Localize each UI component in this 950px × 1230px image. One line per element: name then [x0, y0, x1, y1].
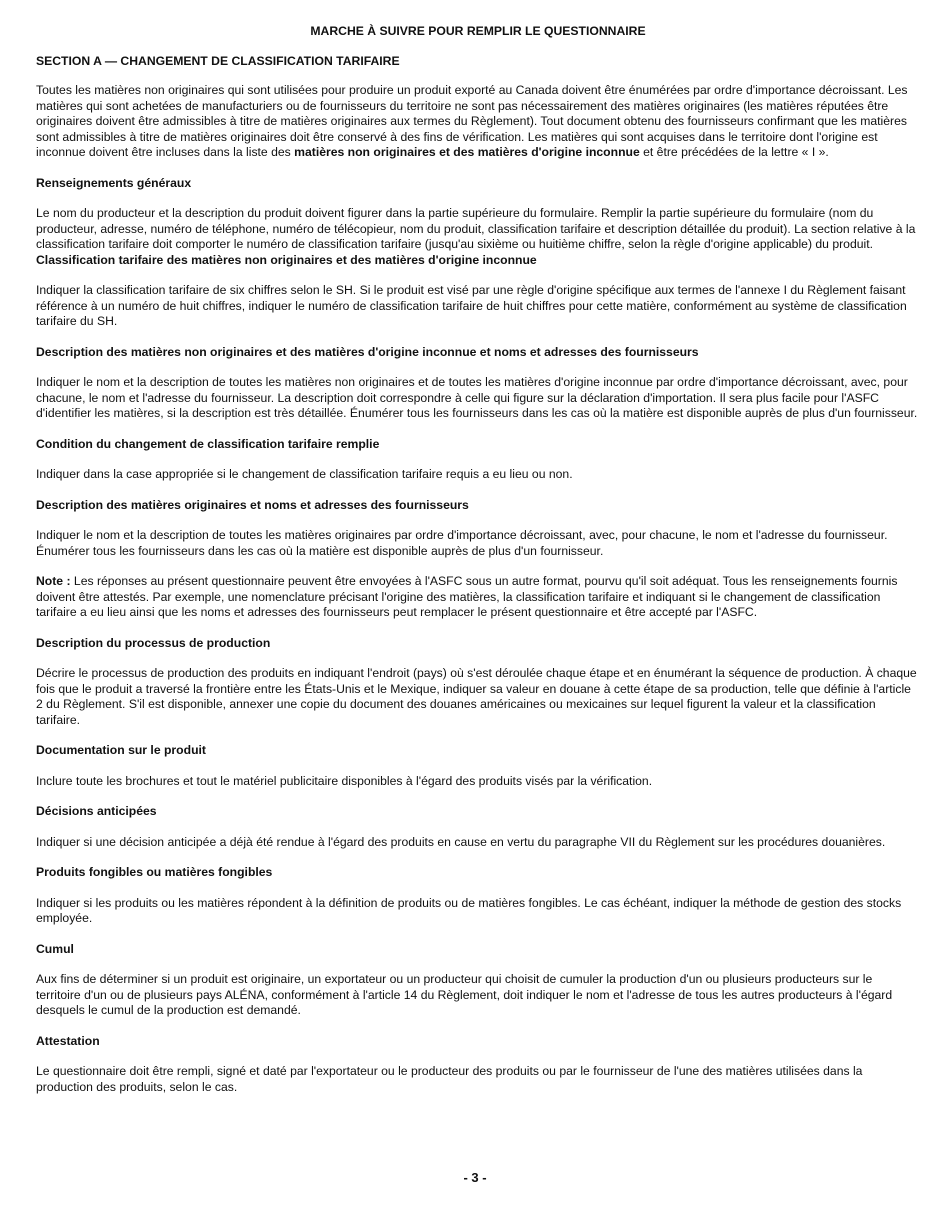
heading-documentation-produit: Documentation sur le produit	[36, 743, 206, 757]
intro-text-bold: matières non originaires et des matières d'origine inconnue	[294, 145, 640, 159]
body-description-non-originaires: Indiquer le nom et la description de toutes les matières non originaires et de toutes les matières d'origine inconnue par ordre d'importance décroissant, avec, pour chacune, le nom et l'adresse du fournisseur. La description doit correspondre à celle qui figure sur la déclaration d'importation. Il sera plus facile pour l'ASFC d'identifier les matières, si la description est très détaillée. Énumérer tous les fournisseurs dans les cas où la matière est disponible auprès de plus d'un fournisseur.	[36, 375, 918, 420]
heading-condition-changement: Condition du changement de classification tarifaire remplie	[36, 436, 380, 451]
body-processus-production: Décrire le processus de production des produits en indiquant l'endroit (pays) où s'est déroulée chaque étape et en énumérant la séquence de production. À chaque fois que le produit a traversé la frontière entre les États-Unis et le Mexique, indiquer sa valeur en douane à cette étape de sa production, telle que définie à l'article 2 du Règlement. S'il est disponible, annexer une copie du document des douanes américaines ou mexicaines sur lequel figurent la valeur et la classification tarifaire.	[36, 666, 917, 727]
document-page	[36, 24, 920, 1110]
body-attestation: Le questionnaire doit être rempli, signé et daté par l'exportateur ou le producteur des produits ou par le fournisseur de l'une des matières utilisées dans la production des produits, selon le cas.	[36, 1064, 863, 1094]
note-text: Les réponses au présent questionnaire peuvent être envoyées à l'ASFC sous un autre format, pourvu qu'il soit adéquat. Tous les renseignements fournis doivent être attestés. Par exemple, une nomenclature précisant l'origine des matières, la classification tarifaire et indiquant si le changement de classification tarifaire a eu lieu ainsi que les noms et adresses des fournisseurs peut remplacer le présent questionnaire et être accepté par l'ASFC.	[36, 574, 898, 619]
body-decisions-anticipees: Indiquer si une décision anticipée a déjà été rendue à l'égard des produits en cause en vertu du paragraphe VII du Règlement sur les procédures douanières.	[36, 834, 886, 849]
page-number: - 3 -	[463, 1170, 487, 1185]
heading-description-non-originaires: Description des matières non originaires et des matières d'origine inconnue et noms et adresses des fournisseurs	[36, 344, 699, 359]
heading-classification-tarifaire: Classification tarifaire des matières non originaires et des matières d'origine inconnue	[36, 252, 537, 267]
body-description-originaires: Indiquer le nom et la description de toutes les matières originaires par ordre d'importance décroissant, avec, pour chacune, le nom et l'adresse du fournisseur. Énumérer tous les fournisseurs dans les cas où la matière est disponible auprès de plus d'un fournisseur.	[36, 528, 888, 558]
body-produits-fongibles: Indiquer si les produits ou les matières répondent à la définition de produits ou de matières fongibles. Le cas échéant, indiquer la méthode de gestion des stocks employée.	[36, 895, 902, 925]
section-a-title: SECTION A — CHANGEMENT DE CLASSIFICATION TARIFAIRE	[36, 53, 400, 68]
body-classification-tarifaire: Indiquer la classification tarifaire de six chiffres selon le SH. Si le produit est visé par une règle d'origine spécifique aux termes de l'annexe I du Règlement faisant référence à un numéro de huit chiffres, indiquer le numéro de classification tarifaire de huit chiffres pour cette matière, conformément au système de classification tarifaire du SH.	[36, 283, 907, 328]
heading-attestation: Attestation	[36, 1033, 100, 1048]
note-paragraph	[36, 574, 920, 621]
note-label: Note :	[36, 574, 71, 588]
body-condition-changement: Indiquer dans la case appropriée si le changement de classification tarifaire requis a eu lieu ou non.	[36, 467, 573, 481]
heading-cumul: Cumul	[36, 941, 74, 956]
body-cumul: Aux fins de déterminer si un produit est originaire, un exportateur ou un producteur qui choisit de cumuler la production d'un ou plusieurs producteurs sur le territoire d'un ou de plusieurs pays ALÉNA, conformément à l'article 14 du Règlement, doit indiquer le nom et l'adresse de tous les autres producteurs à l'égard desquels le cumul de la production est demandé.	[36, 972, 893, 1017]
heading-produits-fongibles: Produits fongibles ou matières fongibles	[36, 865, 273, 879]
heading-decisions-anticipees: Décisions anticipées	[36, 804, 157, 818]
heading-processus-production: Description du processus de production	[36, 635, 271, 650]
body-renseignements-generaux: Le nom du producteur et la description du produit doivent figurer dans la partie supérieure du formulaire. Remplir la partie supérieure du formulaire (nom du producteur, adresse, numéro de téléphone, numéro de télécopieur, nom du produit, classification tarifaire et description détaillée du produit). La section relative à la classification tarifaire doit comporter le numéro de classification tarifaire (jusqu'au sixième ou huitième chiffre, selon la règle d'origine applicable) du produit.	[36, 206, 916, 251]
intro-text-before: Toutes les matières non originaires qui sont utilisées pour produire un produit exporté au Canada doivent être énumérées par ordre d'importance décroissant. Les matières qui sont achetées de manufacturiers ou de fournisseurs du territoire ne sont pas nécessairement des matières originaires (les matières réputées être originaires doivent être admissibles à titre de matières originaires aux termes du Règlement). Tout document obtenu des fournisseurs confirmant que les matières sont admissibles à titre de matières originaires doit être conservé à des fins de vérification. Les matières qui sont acquises dans le territoire dont l'origine est inconnue doivent être incluses dans la liste des	[36, 83, 908, 159]
body-documentation-produit: Inclure toute les brochures et tout le matériel publicitaire disponibles à l'égard des produits visés par la vérification.	[36, 773, 653, 788]
intro-text-after: et être précédées de la lettre « I ».	[639, 145, 829, 159]
document-title: MARCHE À SUIVRE POUR REMPLIR LE QUESTIONNAIRE	[310, 24, 646, 38]
heading-description-originaires: Description des matières originaires et noms et adresses des fournisseurs	[36, 497, 469, 512]
heading-renseignements-generaux: Renseignements généraux	[36, 175, 192, 190]
intro-paragraph	[36, 83, 920, 161]
